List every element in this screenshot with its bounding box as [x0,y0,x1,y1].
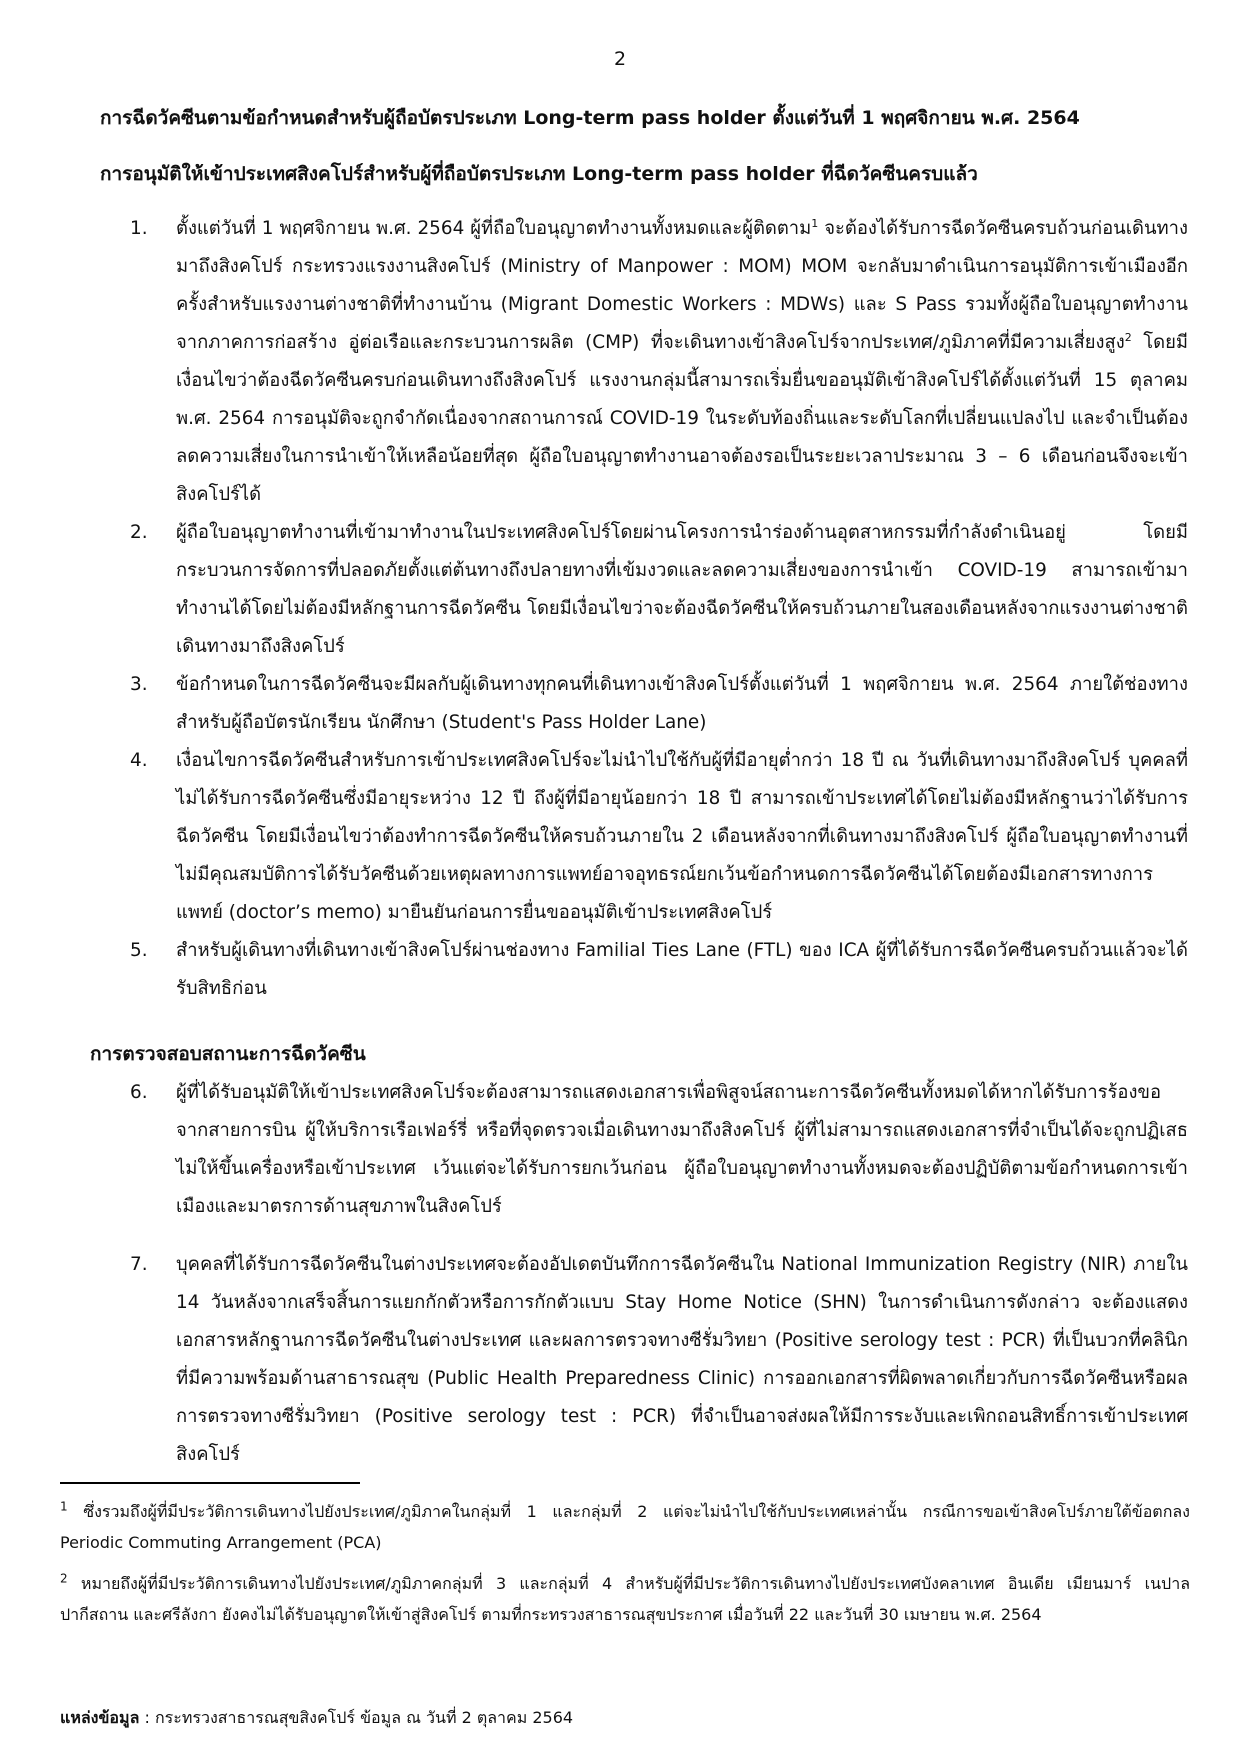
footnote-ref-2: 2 [1124,330,1132,344]
footnote [60,1496,1190,1558]
item-text: ข้อกำหนดในการฉีดวัคซีนจะมีผลกับผู้เดินทางทุกคนที่เดินทางเข้าสิงคโปร์ตั้งแต่วันที่ 1 พฤศจิกายน พ.ศ. 2564 ภายใต้ช่องทางสำหรับผู้ถือบัตรนักเรียน นักศึกษา (Student's Pass Holder Lane) [176,674,1188,733]
item-text: จะต้องได้รับการฉีดวัคซีนครบถ้วนก่อนเดินทางมาถึงสิงคโปร์ กระทรวงแรงงานสิงคโปร์ (Ministry of Manpower : MOM) MOM จะกลับมาดำเนินการอนุมัติการเข้าเมืองอีกครั้งสำหรับแรงงานต่างชาติที่ทำงานบ้าน (Migrant Domestic Workers : MDWs) และ S Pass รวมทั้งผู้ถือใบอนุญาตทำงานจากภาคการก่อสร้าง อู่ต่อเรือและกระบวนการผลิต (CMP) ที่จะเดินทางเข้าสิงคโปร์จากประเทศ/ภูมิภาคที่มีความเสี่ยงสูง [176,218,1188,353]
footnote [60,1568,1190,1630]
approval-list [130,210,1188,1008]
list-item [130,210,1188,514]
source-text: : กระทรวงสาธารณสุขสิงคโปร์ ข้อมูล ณ วันที่ 2 ตุลาคม 2564 [139,1708,574,1727]
item-text: บุคคลที่ได้รับการฉีดวัคซีนในต่างประเทศจะต้องอัปเดตบันทึกการฉีดวัคซีนใน National Immunization Registry (NIR) ภายใน 14 วันหลังจากเสร็จสิ้นการแยกกักตัวหรือการกักตัวแบบ Stay Home Notice (SHN) ในการดำเนินการดังกล่าว จะต้องแสดงเอกสารหลักฐานการฉีดวัคซีนในต่างประเทศ และผลการตรวจทางซีรั่มวิทยา (Positive serology test : PCR) ที่เป็นบวกที่คลินิกที่มีความพร้อมด้านสาธารณสุข (Public Health Preparedness Clinic) การออกเอกสารที่ผิดพลาดเกี่ยวกับการฉีดวัคซีนหรือผลการตรวจทางซีรั่มวิทยา (Positive serology test : PCR) ที่จำเป็นอาจส่งผลให้มีการระงับและเพิกถอนสิทธิ์การเข้าประเทศสิงคโปร์ [176,1254,1188,1465]
footnote-text: ซึ่งรวมถึงผู้ที่มีประวัติการเดินทางไปยังประเทศ/ภูมิภาคในกลุ่มที่ 1 และกลุ่มที่ 2 แต่จะไม่นำไปใช้กับประเทศเหล่านั้น กรณีการขอเข้าสิงคโปร์ภายใต้ข้อตกลง Periodic Commuting Arrangement (PCA) [60,1502,1190,1552]
item-number: 6. [130,1082,148,1103]
verification-list [130,1074,1188,1474]
item-number: 3. [130,674,148,695]
footnote-text: หมายถึงผู้ที่มีประวัติการเดินทางไปยังประเทศ/ภูมิภาคกลุ่มที่ 3 และกลุ่มที่ 4 สำหรับผู้ที่มีประวัติการเดินทางไปยังประเทศบังคลาเทศ อินเดีย เมียนมาร์ เนปาล ปากีสถาน และศรีลังกา ยังคงไม่ได้รับอนุญาตให้เข้าสู่สิงคโปร์ ตามที่กระทรวงสาธารณสุขประกาศ เมื่อวันที่ 22 และวันที่ 30 เมษายน พ.ศ. 2564 [60,1574,1190,1624]
item-text: เงื่อนไขการฉีดวัคซีนสำหรับการเข้าประเทศสิงคโปร์จะไม่นำไปใช้กับผู้ที่มีอายุต่ำกว่า 18 ปี ณ วันที่เดินทางมาถึงสิงคโปร์ บุคคลที่ไม่ได้รับการฉีดวัคซีนซึ่งมีอายุระหว่าง 12 ปี ถึงผู้ที่มีอายุน้อยกว่า 18 ปี สามารถเข้าประเทศได้โดยไม่ต้องมีหลักฐานว่าได้รับการฉีดวัคซีน โดยมีเงื่อนไขว่าต้องทำการฉีดวัคซีนให้ครบถ้วนภายใน 2 เดือนหลังจากที่เดินทางมาถึงสิงคโปร์ ผู้ถือใบอนุญาตทำงานที่ไม่มีคุณสมบัติการได้รับวัคซีนด้วยเหตุผลทางการแพทย์อาจอุทธรณ์ยกเว้นข้อกำหนดการฉีดวัคซีนได้โดยต้องมีเอกสารทางการแพทย์ (doctor’s memo) มายืนยันก่อนการยื่นขออนุมัติเข้าประเทศสิงคโปร์ [176,750,1188,923]
footnote-marker: 1 [60,1499,68,1514]
item-number: 1. [130,218,148,239]
list-item [130,1246,1188,1474]
list-item [130,932,1188,1008]
footnote-ref-1: 1 [811,216,819,230]
footnotes [60,1496,1190,1640]
footnote-divider [60,1482,360,1484]
item-number: 7. [130,1254,148,1275]
item-number: 5. [130,940,148,961]
item-number: 4. [130,750,148,771]
document-title: การฉีดวัคซีนตามข้อกำหนดสำหรับผู้ถือบัตรประเภท Long-term pass holder ตั้งแต่วันที่ 1 พฤศจิกายน พ.ศ. 2564 [100,107,1080,129]
section-title-approval: การอนุมัติให้เข้าประเทศสิงคโปร์สำหรับผู้ที่ถือบัตรประเภท Long-term pass holder ที่ฉีดวัคซีนครบแล้ว [100,163,978,185]
item-number: 2. [130,522,148,543]
list-item [130,666,1188,742]
list-item [130,742,1188,932]
list-item [130,514,1188,666]
item-text: สำหรับผู้เดินทางที่เดินทางเข้าสิงคโปร์ผ่านช่องทาง Familial Ties Lane (FTL) ของ ICA ผู้ที่ได้รับการฉีดวัคซีนครบถ้วนแล้วจะได้รับสิทธิก่อน [176,940,1188,999]
item-text: ตั้งแต่วันที่ 1 พฤศจิกายน พ.ศ. 2564 ผู้ที่ถือใบอนุญาตทำงานทั้งหมดและผู้ติดตาม [176,218,812,239]
item-text: ผู้ถือใบอนุญาตทำงานที่เข้ามาทำงานในประเทศสิงคโปร์โดยผ่านโครงการนำร่องด้านอุตสาหกรรมที่กำลังดำเนินอยู่ โดยมีกระบวนการจัดการที่ปลอดภัยตั้งแต่ต้นทางถึงปลายทางที่เข้มงวดและลดความเสี่ยงของการนำเข้า COVID-19 สามารถเข้ามาทำงานได้โดยไม่ต้องมีหลักฐานการฉีดวัคซีน โดยมีเงื่อนไขว่าจะต้องฉีดวัคซีนให้ครบถ้วนภายในสองเดือนหลังจากแรงงานต่างชาติเดินทางมาถึงสิงคโปร์ [176,522,1188,657]
section-heading-vaccination-status: การตรวจสอบสถานะการฉีดวัคซีน [90,1043,366,1065]
item-text: ผู้ที่ได้รับอนุมัติให้เข้าประเทศสิงคโปร์จะต้องสามารถแสดงเอกสารเพื่อพิสูจน์สถานะการฉีดวัคซีนทั้งหมดได้หากได้รับการร้องขอจากสายการบิน ผู้ให้บริการเรือเฟอร์รี่ หรือที่จุดตรวจเมื่อเดินทางมาถึงสิงคโปร์ ผู้ที่ไม่สามารถแสดงเอกสารที่จำเป็นได้จะถูกปฏิเสธไม่ให้ขึ้นเครื่องหรือเข้าประเทศ เว้นแต่จะได้รับการยกเว้นก่อน ผู้ถือใบอนุญาตทำงานทั้งหมดจะต้องปฏิบัติตามข้อกำหนดการเข้าเมืองและมาตรการด้านสุขภาพในสิงคโปร์ [176,1082,1188,1217]
source-label: แหล่งข้อมูล [60,1708,140,1727]
footnote-marker: 2 [60,1571,68,1586]
page-number: 2 [613,48,627,70]
item-text: โดยมีเงื่อนไขว่าต้องฉีดวัคซีนครบก่อนเดินทางถึงสิงคโปร์ แรงงานกลุ่มนี้สามารถเริ่มยื่นขออนุมัติเข้าสิงคโปร์ได้ตั้งแต่วันที่ 15 ตุลาคม พ.ศ. 2564 การอนุมัติจะถูกจำกัดเนื่องจากสถานการณ์ COVID-19 ในระดับท้องถิ่นและระดับโลกที่เปลี่ยนแปลงไป และจำเป็นต้องลดความเสี่ยงในการนำเข้าให้เหลือน้อยที่สุด ผู้ถือใบอนุญาตทำงานอาจต้องรอเป็นระยะเวลาประมาณ 3 – 6 เดือนก่อนจึงจะเข้าสิงคโปร์ได้ [176,332,1188,505]
source-note [60,1705,573,1731]
list-item [130,1074,1188,1226]
